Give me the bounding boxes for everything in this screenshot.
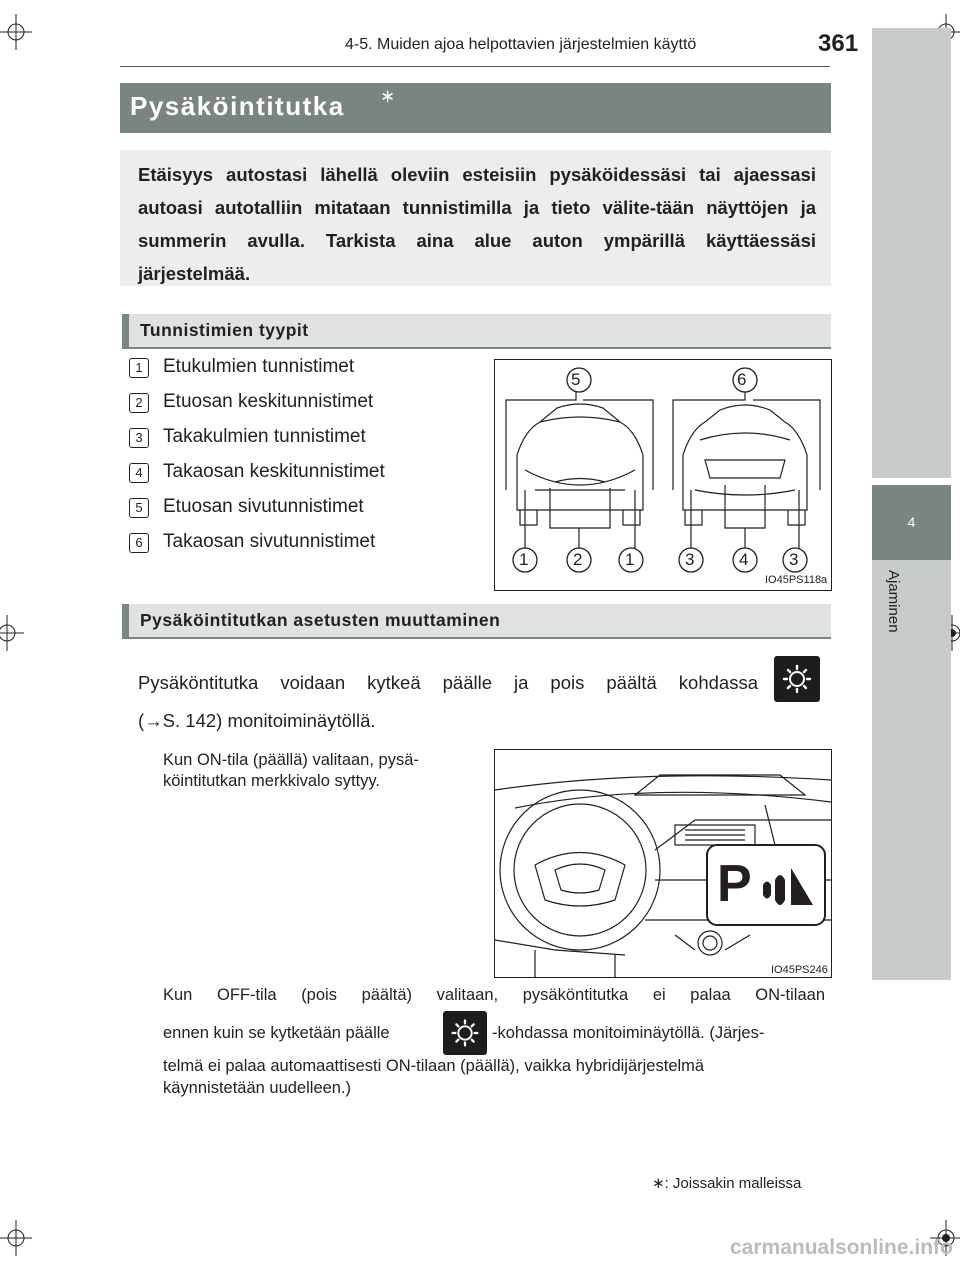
figure-code: IO45PS246: [771, 964, 828, 976]
header-rule: [120, 66, 830, 67]
callout-label: 3: [685, 550, 695, 569]
figure-code: IO45PS118a: [765, 574, 828, 586]
list-number: 1: [129, 358, 149, 378]
running-header: 4-5. Muiden ajoa helpottavien järjestelmien käyttö: [345, 36, 697, 53]
page-title: Pysäköintitutka: [130, 91, 345, 121]
list-number: 4: [129, 463, 149, 483]
off-mode-note-line1: Kun OFF-tila (pois päältä) valitaan, pysäköntitutka ei palaa ON-tilaan: [163, 986, 825, 1004]
title-footnote-marker: ∗: [380, 86, 396, 106]
section-heading-sensor-types: [122, 314, 831, 349]
section-marker: [122, 314, 129, 347]
settings-gear-icon: [774, 656, 820, 702]
callout-label: 5: [571, 370, 581, 389]
off-mode-note-line2a: ennen kuin se kytketään päälle: [163, 1024, 390, 1042]
chapter-label: Ajaminen: [885, 570, 902, 633]
settings-text-line1: Pysäköntitutka voidaan kytkeä päälle ja pois päältä kohdassa: [138, 672, 758, 693]
footnote: [652, 1174, 801, 1192]
callout-label: 1: [519, 550, 529, 569]
dashboard-illustration: [495, 750, 831, 977]
page-number: 361: [818, 30, 859, 57]
callout-label: 2: [573, 550, 583, 569]
chapter-tab: [872, 0, 932, 1266]
page-reference: S. 142) monitoiminäytöllä.: [162, 710, 376, 731]
watermark: carmanualsonline.info: [730, 1236, 953, 1259]
off-mode-note-line4: käynnistetään uudelleen.): [163, 1079, 352, 1097]
list-number: 3: [129, 428, 149, 448]
list-item: Etuosan sivutunnistimet: [163, 496, 364, 517]
list-item: Etukulmien tunnistimet: [163, 356, 355, 377]
intro-text: Etäisyys autostasi lähellä oleviin esteisiin pysäköidessäsi tai ajaessasi autoasi autotalliin mitataan tunnistimilla ja tieto välite-tään näyttöjen ja summerin avulla. Tarkista aina alue auton ympärillä käyttäessäsi järjestelmää.: [138, 164, 816, 284]
callout-label: 4: [739, 550, 749, 569]
tab-upper-band: [872, 28, 951, 478]
paren-open: (: [138, 710, 145, 731]
dashboard-figure: [494, 749, 832, 978]
section-heading-label: Pysäköintitutkan asetusten muuttaminen: [140, 610, 501, 630]
sensor-location-figure: [494, 359, 832, 591]
callout-label: 3: [789, 550, 799, 569]
footnote-text: : Joissakin malleissa: [664, 1175, 802, 1192]
callout-label: 6: [737, 370, 747, 389]
off-mode-note-line3: telmä ei palaa automaattisesti ON-tilaan (päällä), vaikka hybridijärjestelmä: [163, 1057, 705, 1075]
list-item: Takaosan keskitunnistimet: [163, 461, 385, 482]
callout-label: 1: [625, 550, 635, 569]
section-marker: [122, 604, 129, 637]
section-heading-settings: [122, 604, 831, 639]
settings-gear-icon-inline: [443, 1011, 487, 1055]
list-number: 5: [129, 498, 149, 518]
on-mode-note: Kun ON-tila (päällä) valitaan, pysä-köintitutkan merkkivalo syttyy.: [163, 751, 419, 790]
chapter-label-wrap: [876, 570, 946, 660]
list-number: 2: [129, 393, 149, 413]
parking-indicator-letter: P: [717, 855, 752, 913]
footnote-marker: ∗: [652, 1175, 665, 1192]
list-item: Etuosan keskitunnistimet: [163, 391, 374, 412]
chapter-number: 4: [872, 485, 951, 560]
list-number: 6: [129, 533, 149, 553]
list-item: Takaosan sivutunnistimet: [163, 531, 376, 552]
section-heading-label: Tunnistimien tyypit: [140, 320, 309, 340]
off-mode-note-line2b: -kohdassa monitoiminäytöllä. (Järjes-: [492, 1024, 765, 1042]
list-item: Takakulmien tunnistimet: [163, 426, 366, 447]
arrow-icon: →: [144, 710, 163, 731]
settings-text-line2: [138, 710, 376, 732]
car-illustration: [495, 360, 831, 590]
